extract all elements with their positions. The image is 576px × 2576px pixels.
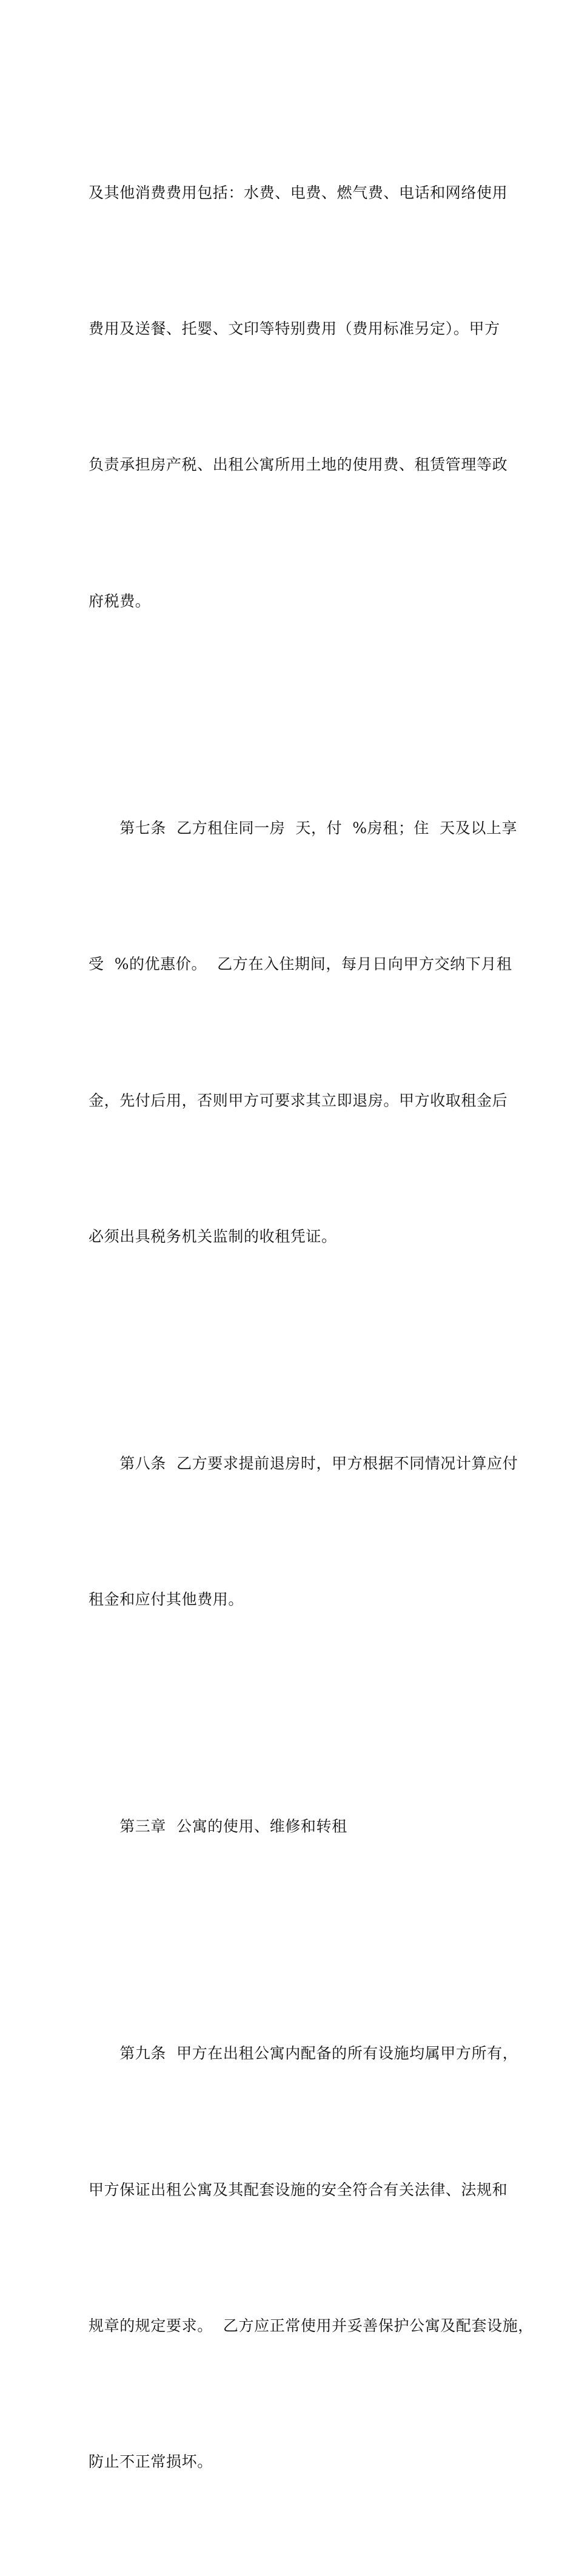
text-line: 防止不正常损坏。 [89, 2453, 213, 2471]
text-line: 第三章 公寓的使用、维修和转租 [89, 1817, 347, 1836]
text-line: 负责承担房产税、出租公寓所用土地的使用费、租赁管理等政 [89, 456, 508, 474]
text-line: 必须出具税务机关监制的收租凭证。 [89, 1227, 337, 1245]
text-line: 甲方保证出租公寓及其配套设施的安全符合有关法律、法规和 [89, 2180, 508, 2199]
text-line: 规章的规定要求。 乙方应正常使用并妥善保护公寓及配套设施， [89, 2317, 534, 2335]
text-line: 受 %的优惠价。 乙方在入住期间，每月日向甲方交纳下月租 [89, 955, 512, 973]
text-line: 第八条 乙方要求提前退房时，甲方根据不同情况计算应付 [89, 1454, 518, 1472]
document-body [89, 79, 534, 2576]
text-line: 费用及送餐、托婴、文印等特别费用（费用标准另定）。甲方 [89, 319, 500, 337]
text-line: 第九条 甲方在出租公寓内配备的所有设施均属甲方所有， [89, 2044, 518, 2063]
text-line: 租金和应付其他费用。 [89, 1591, 244, 1609]
chapter-3-heading [89, 1714, 501, 1941]
text-line: 府税费。 [89, 592, 151, 610]
paragraph-article-8 [89, 1350, 518, 1713]
text-line: 第七条 乙方租住同一房 天，付 %房租；住 天及以上享 [89, 819, 518, 837]
paragraph-article-7 [89, 715, 518, 1350]
paragraph-article-9 [89, 1941, 534, 2576]
text-line: 金，先付后用，否则甲方可要求其立即退房。甲方收取租金后 [89, 1091, 508, 1109]
paragraph-fees [89, 79, 508, 715]
text-line: 及其他消费费用包括：水费、电费、燃气费、电话和网络使用 [89, 183, 508, 201]
